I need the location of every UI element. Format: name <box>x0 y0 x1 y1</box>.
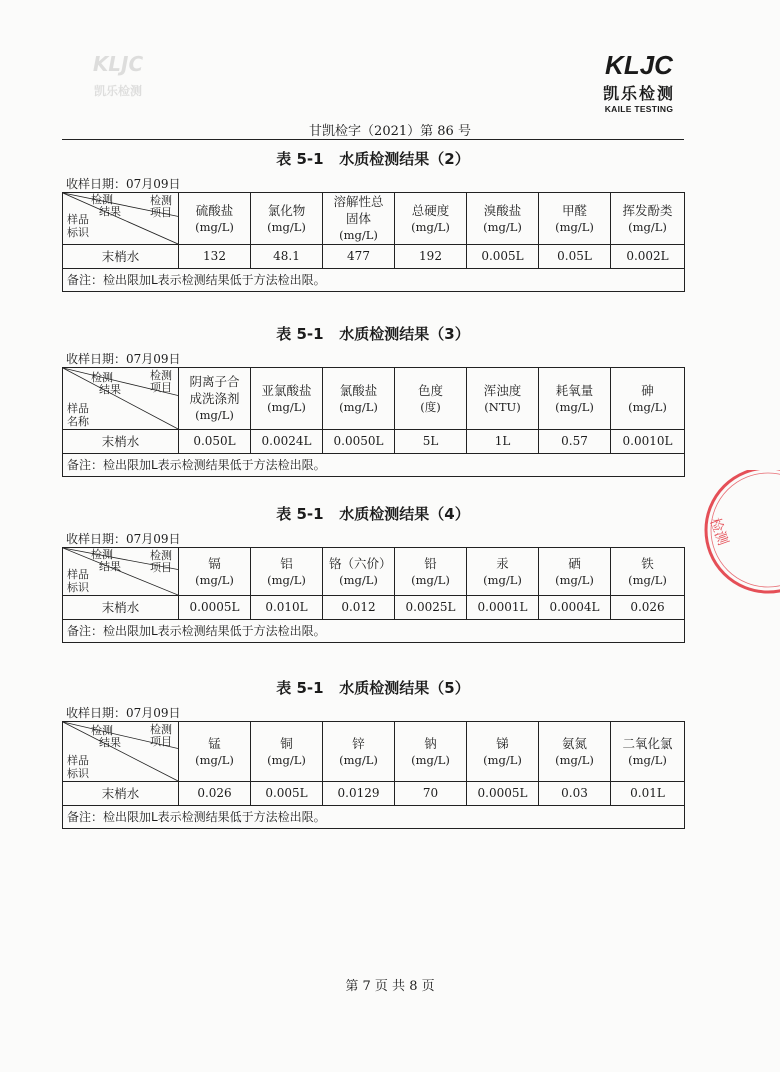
diagonal-header-cell <box>63 193 179 245</box>
column-header <box>467 722 539 782</box>
column-header <box>251 722 323 782</box>
column-name: 铬（六价） <box>329 555 392 571</box>
table-title-text: 水质检测结果（2） <box>339 150 470 168</box>
column-header <box>611 548 685 596</box>
sample-date: 收样日期：07月09日 <box>66 532 181 546</box>
value-cell: 0.005L <box>251 782 323 806</box>
table-title <box>62 323 684 345</box>
results-table <box>62 547 685 643</box>
column-name: 总硬度 <box>411 202 450 218</box>
value-cell: 132 <box>179 245 251 269</box>
column-name: 甲醛 <box>561 202 587 218</box>
column-unit: (mg/L) <box>195 572 234 587</box>
column-name: 溶解性总固体 <box>333 194 384 226</box>
note-row <box>63 454 685 477</box>
value-cell: 0.0025L <box>395 596 467 620</box>
column-name: 耗氧量 <box>555 382 594 398</box>
diag-result-label: 结果 <box>99 383 121 396</box>
column-header <box>395 193 467 245</box>
column-header <box>179 193 251 245</box>
column-name: 汞 <box>496 555 509 571</box>
diag-sample-label: 名称 <box>67 415 89 428</box>
diag-result-label: 结果 <box>99 205 121 218</box>
column-name: 铜 <box>280 735 293 751</box>
value-cell: 5L <box>395 430 467 454</box>
value-cell: 0.0010L <box>611 430 685 454</box>
sample-name-cell: 末梢水 <box>63 782 179 806</box>
results-table-section <box>62 503 684 643</box>
column-unit: (mg/L) <box>483 572 522 587</box>
logo-en-text: KAILE TESTING <box>604 104 674 114</box>
diag-result-label: 检测 <box>91 193 113 206</box>
column-header <box>395 368 467 430</box>
column-name: 二氧化氯 <box>622 735 673 751</box>
diag-item-label: 项目 <box>150 381 172 394</box>
diag-result-label: 结果 <box>99 560 121 573</box>
column-header <box>323 722 395 782</box>
column-name: 色度 <box>417 382 443 398</box>
results-table-section <box>62 323 684 477</box>
header-row <box>63 368 685 430</box>
column-header <box>251 548 323 596</box>
value-cell: 0.0050L <box>323 430 395 454</box>
value-cell: 0.0024L <box>251 430 323 454</box>
sample-date: 收样日期：07月09日 <box>66 177 181 191</box>
column-name: 亚氯酸盐 <box>261 382 312 398</box>
diag-sample-label: 标识 <box>67 581 89 594</box>
value-cell: 48.1 <box>251 245 323 269</box>
note-row <box>63 269 685 292</box>
remark-note: 备注：检出限加L表示检测结果低于方法检出限。 <box>63 269 685 292</box>
table-title <box>62 503 684 525</box>
header-row <box>63 548 685 596</box>
diagonal-header-cell <box>63 368 179 430</box>
page-footer: 第 7 页 共 8 页 <box>345 979 435 994</box>
value-cell: 477 <box>323 245 395 269</box>
column-name: 铝 <box>280 555 293 571</box>
column-unit: (mg/L) <box>339 752 378 767</box>
table-row <box>63 430 685 454</box>
value-cell: 0.005L <box>467 245 539 269</box>
table-number: 表 5-1 <box>276 679 324 697</box>
diag-item-label: 项目 <box>150 735 172 748</box>
column-header <box>611 193 685 245</box>
note-row <box>63 620 685 643</box>
header-row <box>63 193 685 245</box>
column-header <box>323 548 395 596</box>
results-table-section <box>62 677 684 829</box>
value-cell: 192 <box>395 245 467 269</box>
header-rule <box>62 139 684 140</box>
table-title <box>62 148 684 170</box>
value-cell: 0.010L <box>251 596 323 620</box>
diag-item-label: 检测 <box>150 549 172 562</box>
column-unit: (mg/L) <box>195 408 234 422</box>
table-title-text: 水质检测结果（3） <box>339 325 470 343</box>
diag-sample-label: 样品 <box>67 402 89 415</box>
column-header <box>179 548 251 596</box>
logo-cn-text: 凯乐检测 <box>602 84 675 103</box>
value-cell: 0.03 <box>539 782 611 806</box>
column-unit: (mg/L) <box>267 219 306 234</box>
diagonal-header-cell <box>63 722 179 782</box>
diag-result-label: 结果 <box>99 736 121 749</box>
diag-item-label: 项目 <box>150 561 172 574</box>
column-name: 铁 <box>641 555 654 571</box>
value-cell: 0.0004L <box>539 596 611 620</box>
sample-date: 收样日期：07月09日 <box>66 706 181 720</box>
sample-date: 收样日期：07月09日 <box>66 352 181 366</box>
diag-sample-label: 样品 <box>67 213 89 226</box>
column-header <box>323 368 395 430</box>
column-name: 溴酸盐 <box>483 202 522 218</box>
bleed-through-signatures <box>110 900 670 950</box>
note-row <box>63 806 685 829</box>
column-unit: (mg/L) <box>628 219 667 234</box>
column-header <box>179 368 251 430</box>
column-unit: (度) <box>420 399 441 414</box>
red-stamp-seal <box>690 470 780 610</box>
diag-sample-label: 样品 <box>67 568 89 581</box>
column-unit: (mg/L) <box>411 752 450 767</box>
diag-sample-label: 标识 <box>67 226 89 239</box>
table-number: 表 5-1 <box>276 150 324 168</box>
remark-note: 备注：检出限加L表示检测结果低于方法检出限。 <box>63 454 685 477</box>
column-unit: (mg/L) <box>483 752 522 767</box>
value-cell: 0.026 <box>179 782 251 806</box>
table-number: 表 5-1 <box>276 325 324 343</box>
column-header <box>395 722 467 782</box>
kljc-logo-icon <box>598 50 680 80</box>
column-unit: (mg/L) <box>339 399 378 414</box>
column-header <box>539 368 611 430</box>
diag-item-label: 项目 <box>150 206 172 219</box>
value-cell: 0.0129 <box>323 782 395 806</box>
value-cell: 0.0005L <box>179 596 251 620</box>
results-table <box>62 192 685 292</box>
column-name: 铅 <box>424 555 437 571</box>
table-number: 表 5-1 <box>276 505 324 523</box>
column-name: 锰 <box>208 735 221 751</box>
column-unit: (mg/L) <box>555 399 594 414</box>
diag-item-label: 检测 <box>150 723 172 736</box>
column-header <box>539 548 611 596</box>
remark-note: 备注：检出限加L表示检测结果低于方法检出限。 <box>63 620 685 643</box>
column-header <box>467 368 539 430</box>
column-unit: (mg/L) <box>555 752 594 767</box>
column-name: 砷 <box>641 382 654 398</box>
diagonal-header-cell <box>63 548 179 596</box>
column-unit: (mg/L) <box>411 572 450 587</box>
column-header <box>395 548 467 596</box>
column-unit: (mg/L) <box>267 752 306 767</box>
value-cell: 1L <box>467 430 539 454</box>
sample-name-cell: 末梢水 <box>63 596 179 620</box>
diag-result-label: 检测 <box>91 724 113 737</box>
svg-text:检测: 检测 <box>706 515 731 548</box>
table-row <box>63 596 685 620</box>
results-table-section <box>62 148 684 292</box>
column-name: 阴离子合成洗涤剂 <box>189 374 240 406</box>
remark-note: 备注：检出限加L表示检测结果低于方法检出限。 <box>63 806 685 829</box>
column-unit: (mg/L) <box>555 572 594 587</box>
table-title-text: 水质检测结果（5） <box>339 679 470 697</box>
table-row <box>63 245 685 269</box>
column-name: 锌 <box>352 735 365 751</box>
value-cell: 0.0001L <box>467 596 539 620</box>
column-name: 挥发酚类 <box>622 202 673 218</box>
table-title <box>62 677 684 699</box>
document-number: 甘凯检字（2021）第 86 号 <box>309 124 471 139</box>
column-name: 浑浊度 <box>483 382 522 398</box>
column-unit: (mg/L) <box>628 399 667 414</box>
column-header <box>467 548 539 596</box>
value-cell: 0.57 <box>539 430 611 454</box>
svg-text:KLJC: KLJC <box>605 50 673 80</box>
diag-sample-label: 样品 <box>67 754 89 767</box>
bleed-through-logo: KLJC 凯乐检测 <box>92 52 144 98</box>
value-cell: 0.002L <box>611 245 685 269</box>
results-table <box>62 721 685 829</box>
value-cell: 0.012 <box>323 596 395 620</box>
column-header <box>467 193 539 245</box>
table-row <box>63 782 685 806</box>
value-cell: 0.05L <box>539 245 611 269</box>
diag-result-label: 检测 <box>91 371 113 384</box>
value-cell: 70 <box>395 782 467 806</box>
sample-name-cell: 末梢水 <box>63 430 179 454</box>
value-cell: 0.0005L <box>467 782 539 806</box>
column-header <box>539 193 611 245</box>
column-unit: (mg/L) <box>195 219 234 234</box>
diag-item-label: 检测 <box>150 194 172 207</box>
diag-item-label: 检测 <box>150 369 172 382</box>
column-name: 锑 <box>496 735 509 751</box>
value-cell: 0.026 <box>611 596 685 620</box>
company-logo <box>598 50 680 114</box>
column-header <box>611 368 685 430</box>
column-header <box>251 368 323 430</box>
column-unit: (mg/L) <box>628 572 667 587</box>
column-unit: (mg/L) <box>411 219 450 234</box>
column-name: 氯化物 <box>267 202 306 218</box>
column-unit: (NTU) <box>484 399 521 414</box>
column-unit: (mg/L) <box>555 219 594 234</box>
column-header <box>323 193 395 245</box>
table-title-text: 水质检测结果（4） <box>339 505 470 523</box>
column-unit: (mg/L) <box>483 219 522 234</box>
sample-name-cell: 末梢水 <box>63 245 179 269</box>
column-header <box>179 722 251 782</box>
column-name: 钠 <box>424 735 437 751</box>
column-unit: (mg/L) <box>195 752 234 767</box>
value-cell: 0.01L <box>611 782 685 806</box>
column-name: 氯酸盐 <box>339 382 378 398</box>
header-row <box>63 722 685 782</box>
column-header <box>611 722 685 782</box>
column-header <box>251 193 323 245</box>
diag-result-label: 检测 <box>91 548 113 561</box>
column-name: 氨氮 <box>561 735 587 751</box>
value-cell: 0.050L <box>179 430 251 454</box>
column-unit: (mg/L) <box>267 572 306 587</box>
results-table <box>62 367 685 477</box>
column-unit: (mg/L) <box>339 228 378 242</box>
column-name: 镉 <box>208 555 221 571</box>
column-name: 硒 <box>568 555 581 571</box>
column-name: 硫酸盐 <box>195 202 234 218</box>
column-unit: (mg/L) <box>628 752 667 767</box>
column-unit: (mg/L) <box>267 399 306 414</box>
column-unit: (mg/L) <box>339 572 378 587</box>
diag-sample-label: 标识 <box>67 767 89 780</box>
column-header <box>539 722 611 782</box>
